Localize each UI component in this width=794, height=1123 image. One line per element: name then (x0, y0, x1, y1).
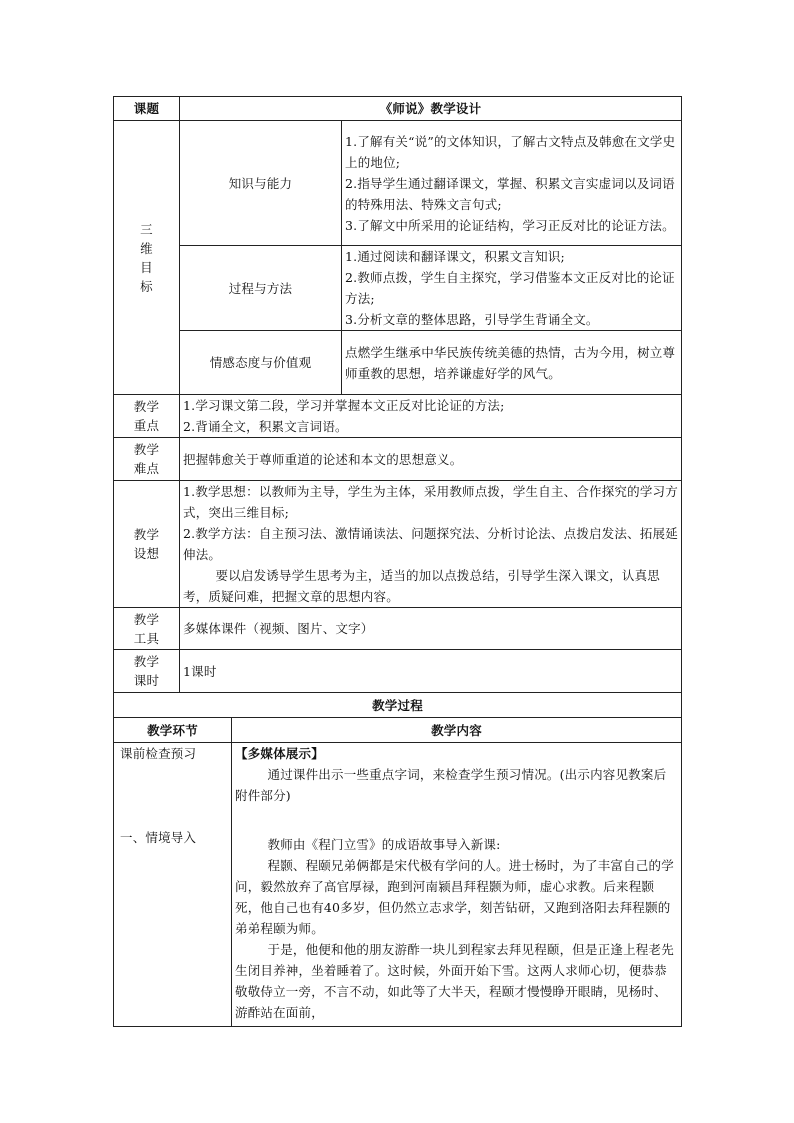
stage-column-header: 教学环节 (114, 718, 232, 743)
difficulty-row (114, 438, 682, 481)
topic-title: 《师说》教学设计 (180, 97, 682, 121)
stage-column (114, 743, 232, 1027)
lesson-plan-document (113, 96, 681, 1027)
stage-preview-check: 课前检查预习 (120, 746, 197, 761)
design-content (180, 481, 682, 608)
hours-label: 教学 课时 (114, 650, 180, 693)
goal-content-emotion: 点燃学生继承中华民族传统美德的热情，古为今用，树立尊师重教的思想，培养谦虚好学的风气。 (342, 331, 682, 395)
design-line-2: 2.教学方法：自主预习法、激情诵读法、问题探究法、分析讨论法、点拨启发法、拓展延伸法。 (183, 526, 678, 562)
tools-content: 多媒体课件（视频、图片、文字） (180, 608, 682, 650)
goal-content-knowledge: 1.了解有关“说”的文体知识，了解古文特点及韩愈在文学史上的地位; 2.指导学生通过翻译课文，掌握、积累文言实虚词以及词语的特殊用法、特殊文言句式; 3.了解文中所采用的论证结构，学习正反对比的论证方法。 (342, 121, 682, 246)
design-line-3: 要以启发诱导学生思考为主，适当的加以点拨总结，引导学生深入课文，认真思考，质疑问难，把握文章的思想内容。 (183, 568, 661, 604)
three-dimension-goals-label: 三 维 目 标 (114, 121, 180, 395)
content-column (232, 743, 682, 1027)
story-paragraph-1: 程颢、程颐兄弟俩都是宋代极有学问的人。进士杨时，为了丰富自己的学问，毅然放弃了高官厚禄，跑到河南颍昌拜程颢为师，虚心求教。后来程颢死，他自己也有40多岁，但仍然立志求学，刻苦钻研，又跑到洛阳去拜程颢的弟弟程颐为师。 (235, 858, 674, 936)
topic-label: 课题 (114, 97, 180, 121)
design-line-1: 1.教学思想：以教师为主导，学生为主体，采用教师点拨，学生自主、合作探究的学习方式，突出三维目标; (183, 484, 678, 520)
difficulty-content: 把握韩愈关于尊师重道的论述和本文的思想意义。 (180, 438, 682, 481)
goal-name-emotion: 情感态度与价值观 (180, 331, 342, 395)
goal-row-emotion (114, 331, 682, 395)
hours-content: 1课时 (180, 650, 682, 693)
goal-row-process (114, 246, 682, 331)
process-title-row (114, 693, 682, 718)
topic-row (114, 97, 682, 121)
intro-paragraph: 教师由《程门立雪》的成语故事导入新课: (267, 837, 501, 852)
tools-row (114, 608, 682, 650)
goal-name-knowledge: 知识与能力 (180, 121, 342, 246)
process-title: 教学过程 (114, 693, 682, 718)
goal-content-process: 1.通过阅读和翻译课文，积累文言知识; 2.教师点拨，学生自主探究，学习借鉴本文正反对比的论证方法; 3.分析文章的整体思路，引导学生背诵全文。 (342, 246, 682, 331)
design-label: 教学 设想 (114, 481, 180, 608)
hours-row (114, 650, 682, 693)
lesson-plan-table (113, 96, 682, 1027)
goal-row-knowledge (114, 121, 682, 246)
content-column-header: 教学内容 (232, 718, 682, 743)
process-body-row (114, 743, 682, 1027)
process-header-row (114, 718, 682, 743)
key-points-content: 1.学习课文第二段，学习并掌握本文正反对比论证的方法; 2.背诵全文，积累文言词语。 (180, 395, 682, 438)
key-points-row (114, 395, 682, 438)
story-paragraph-2: 于是，他便和他的朋友游酢一块儿到程家去拜见程颐，但是正逢上程老先生闭目养神，坐着睡着了。这时候，外面开始下雪。这两人求师心切，便恭恭敬敬侍立一旁，不言不动，如此等了大半天，程颐才慢慢睁开眼睛，见杨时、游酢站在面前， (235, 942, 674, 1020)
multimedia-tag: 【多媒体展示】 (235, 746, 324, 761)
difficulty-label: 教学 难点 (114, 438, 180, 481)
key-points-label: 教学 重点 (114, 395, 180, 438)
stage-situation-intro: 一、情境导入 (120, 830, 197, 845)
tools-label: 教学 工具 (114, 608, 180, 650)
preview-paragraph: 通过课件出示一些重点字词，来检查学生预习情况。(出示内容见教案后附件部分) (235, 767, 667, 803)
design-row (114, 481, 682, 608)
goal-name-process: 过程与方法 (180, 246, 342, 331)
